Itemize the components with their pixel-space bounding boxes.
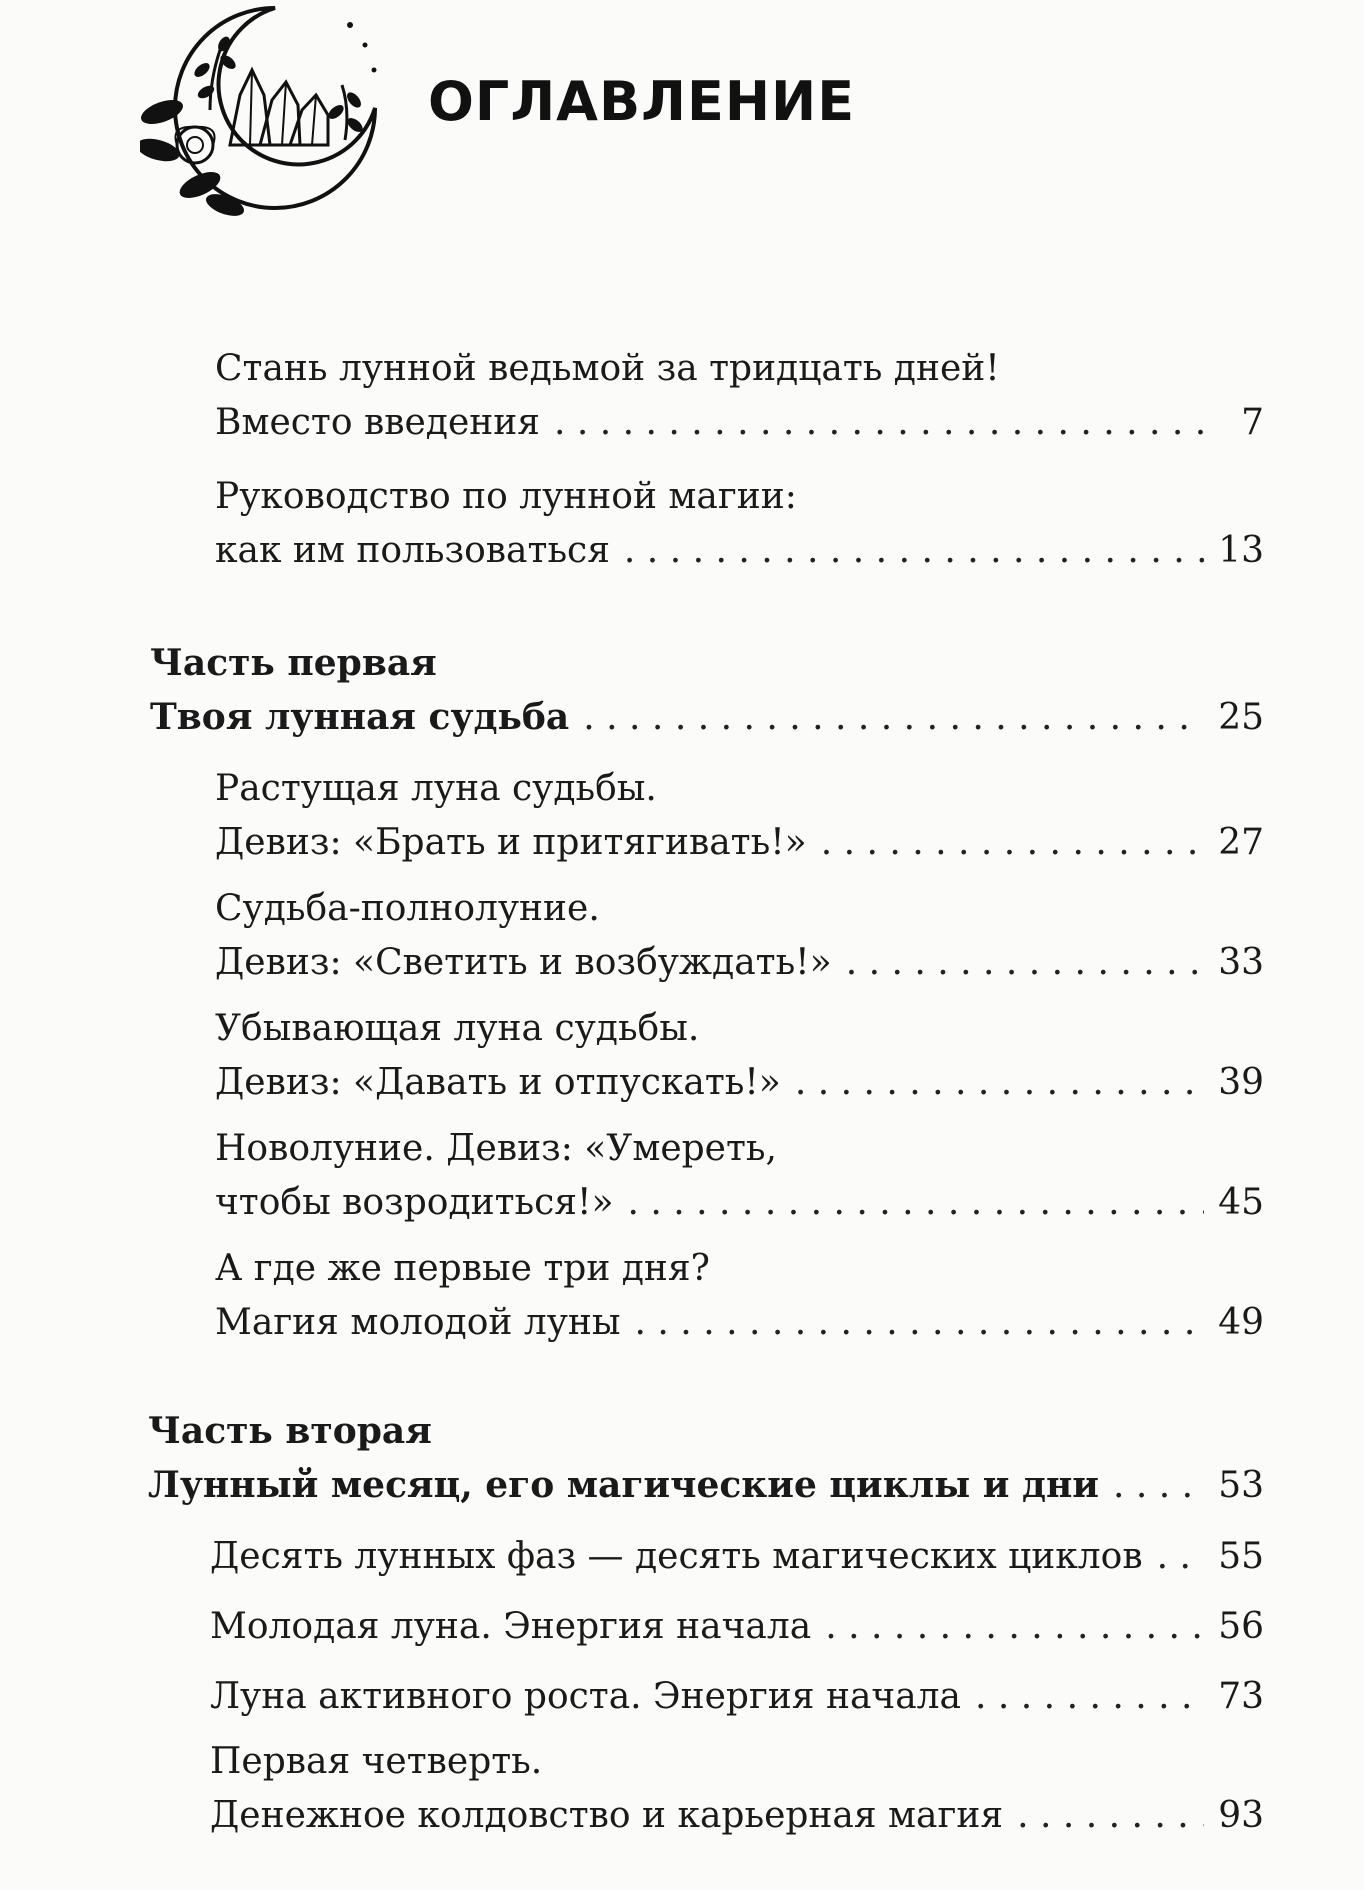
dot-leader [1017, 1789, 1204, 1843]
page-number: 73 [1218, 1676, 1264, 1717]
toc-part-heading[interactable] [148, 1404, 1264, 1513]
page-number: 56 [1218, 1606, 1264, 1647]
dot-leader [821, 816, 1205, 870]
toc-entry-line2: как им пользоваться [215, 530, 610, 571]
toc-entry[interactable] [210, 1600, 1264, 1654]
toc-entry[interactable] [215, 1002, 1264, 1110]
toc-part-title: Твоя лунная судьба [150, 696, 570, 738]
toc-entry-line2: Луна активного роста. Энергия начала [210, 1676, 962, 1717]
toc-entry[interactable] [210, 1670, 1264, 1724]
page-number: 55 [1218, 1536, 1264, 1577]
toc-part-title: Лунный месяц, его магические циклы и дни [148, 1464, 1100, 1506]
dot-leader [975, 1670, 1204, 1724]
page-number: 53 [1218, 1465, 1264, 1506]
toc-entry-line1: Убывающая луна судьбы. [215, 1008, 700, 1049]
toc-entry-line1: Судьба-полнолуние. [215, 888, 600, 929]
page-number: 45 [1218, 1182, 1264, 1223]
toc-entry-line1: Стань лунной ведьмой за тридцать дней! [215, 348, 1000, 389]
toc-entry-line2: Магия молодой луны [215, 1302, 621, 1343]
toc-entry[interactable] [210, 1735, 1264, 1843]
page-number: 13 [1218, 530, 1264, 571]
moon-crystal-wreath-icon [140, 0, 390, 225]
toc-entry[interactable] [215, 882, 1264, 990]
toc-entry-line2: чтобы возродиться!» [215, 1182, 614, 1223]
page-title: ОГЛАВЛЕНИЕ [428, 70, 856, 133]
toc-entry[interactable] [210, 1530, 1264, 1584]
toc-entry[interactable] [215, 470, 1264, 578]
page-number: 49 [1218, 1302, 1264, 1343]
toc-entry-line1: Руководство по лунной магии: [215, 476, 797, 517]
toc-part-label: Часть вторая [148, 1410, 432, 1452]
toc-entry-line2: Молодая луна. Энергия начала [210, 1606, 812, 1647]
toc-entry[interactable] [215, 762, 1264, 870]
toc-entry-line2: Денежное колдовство и карьерная магия [210, 1795, 1004, 1836]
toc-entry-line2: Девиз: «Брать и притягивать!» [215, 822, 807, 863]
dot-leader [1157, 1530, 1205, 1584]
dot-leader [825, 1600, 1204, 1654]
page-number: 25 [1218, 697, 1264, 738]
toc-entry-line1: Новолуние. Девиз: «Умереть, [215, 1128, 777, 1169]
page-number: 33 [1218, 942, 1264, 983]
toc-part-label: Часть первая [150, 642, 437, 684]
dot-leader [628, 1176, 1205, 1230]
page-number: 7 [1241, 402, 1264, 443]
toc-entry[interactable] [215, 1242, 1264, 1350]
toc-entry[interactable] [215, 1122, 1264, 1230]
toc-entry-line2: Девиз: «Давать и отпускать!» [215, 1062, 781, 1103]
dot-leader [846, 936, 1205, 990]
dot-leader [554, 396, 1210, 450]
dot-leader [624, 524, 1204, 578]
dot-leader [635, 1296, 1205, 1350]
toc-part-heading[interactable] [150, 636, 1264, 745]
page-number: 39 [1218, 1062, 1264, 1103]
toc-entry-line2: Девиз: «Светить и возбуждать!» [215, 942, 832, 983]
page-number: 93 [1218, 1795, 1264, 1836]
toc-entry-line2: Вместо введения [215, 402, 540, 443]
toc-entry-line1: А где же первые три дня? [215, 1248, 710, 1289]
toc-entry-line1: Первая четверть. [210, 1741, 543, 1782]
toc-entry[interactable] [215, 342, 1264, 450]
toc-entry-line1: Растущая луна судьбы. [215, 768, 657, 809]
dot-leader [795, 1056, 1204, 1110]
toc-entry-line2: Десять лунных фаз — десять магических циклов [210, 1536, 1143, 1577]
page-number: 27 [1218, 822, 1264, 863]
dot-leader [583, 691, 1204, 745]
dot-leader [1113, 1459, 1204, 1513]
